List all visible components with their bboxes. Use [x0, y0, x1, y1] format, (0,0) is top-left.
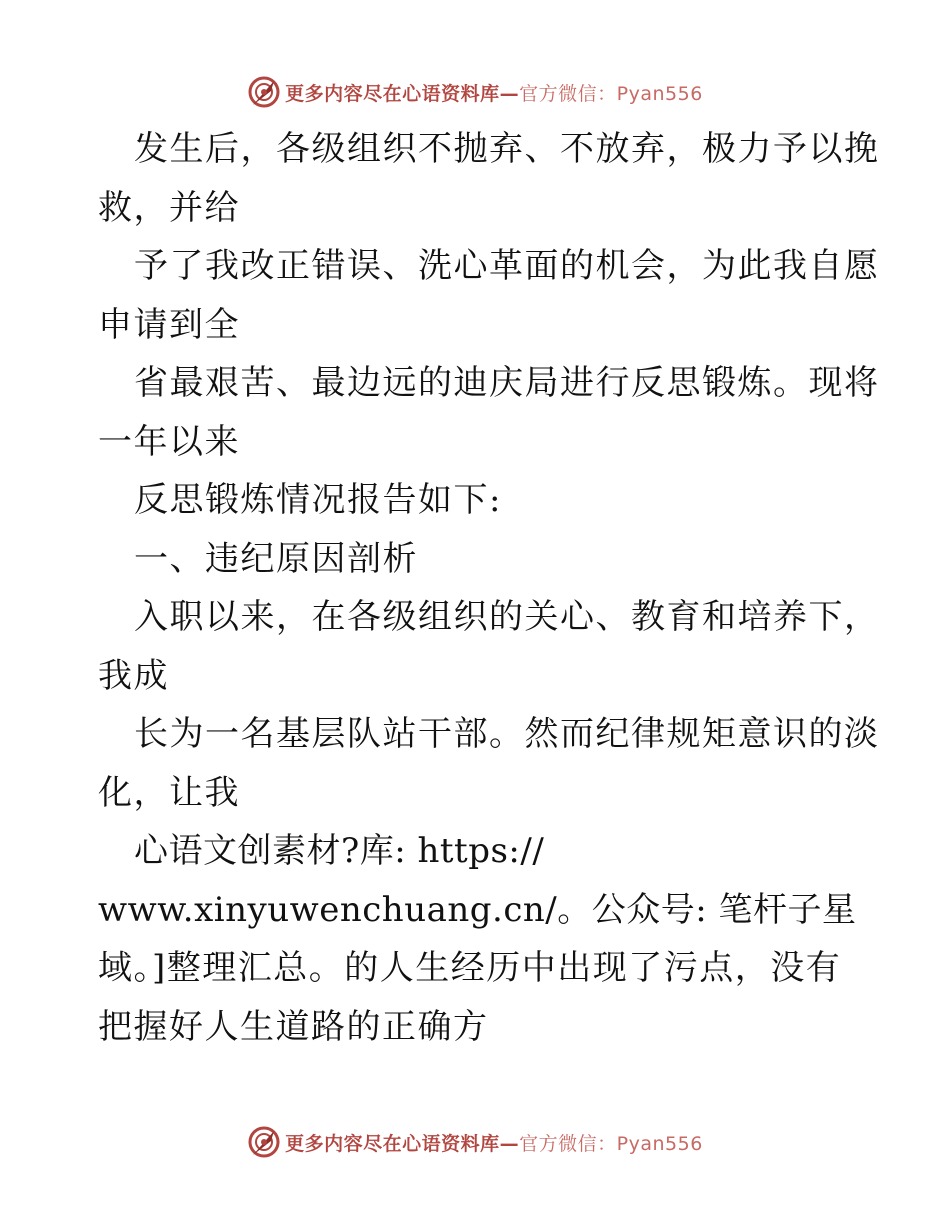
text-line: 心语文创素材?库: https://: [134, 831, 545, 871]
text-line: 一年以来: [98, 421, 240, 462]
document-body: [98, 120, 880, 1056]
footer-banner-wechat: 官方微信：Pyan556: [519, 1132, 703, 1155]
text-line: 化，让我: [98, 772, 240, 813]
text-line: 把握好人生道路的正确方: [98, 1006, 489, 1047]
text-line: 一、违纪原因剖析: [134, 538, 418, 579]
text-line: 反思锻炼情况报告如下:: [134, 480, 502, 520]
header-banner-wechat: 官方微信：Pyan556: [519, 82, 703, 105]
text-line: www.xinyuwenchuang.cn/。公众号: 笔杆子星: [98, 889, 857, 930]
text-line: 省最艰苦、最边远的迪庆局进行反思锻炼。现将: [134, 363, 880, 403]
header-banner-text: [285, 79, 703, 106]
text-line: 救，并给: [98, 187, 240, 228]
text-line: 我成: [98, 655, 169, 696]
text-line: 入职以来，在各级组织的关心、教育和培养下，: [134, 597, 880, 637]
footer-banner-text: [285, 1129, 703, 1156]
text-line: 域。]整理汇总。的人生经历中出现了污点，没有: [98, 948, 842, 988]
feather-logo-icon: [247, 1125, 281, 1159]
feather-logo-icon: [247, 75, 281, 109]
text-line: 长为一名基层队站干部。然而纪律规矩意识的淡: [134, 714, 880, 754]
header-banner-title: 更多内容尽在心语资料库—: [285, 82, 520, 105]
text-line: 申请到全: [98, 304, 240, 345]
footer-banner: [0, 1122, 950, 1162]
footer-banner-title: 更多内容尽在心语资料库—: [285, 1132, 520, 1155]
text-line: 发生后，各级组织不抛弃、不放弃，极力予以挽: [134, 129, 880, 169]
text-line: 予了我改正错误、洗心革面的机会，为此我自愿: [134, 246, 880, 286]
header-banner: [0, 72, 950, 112]
